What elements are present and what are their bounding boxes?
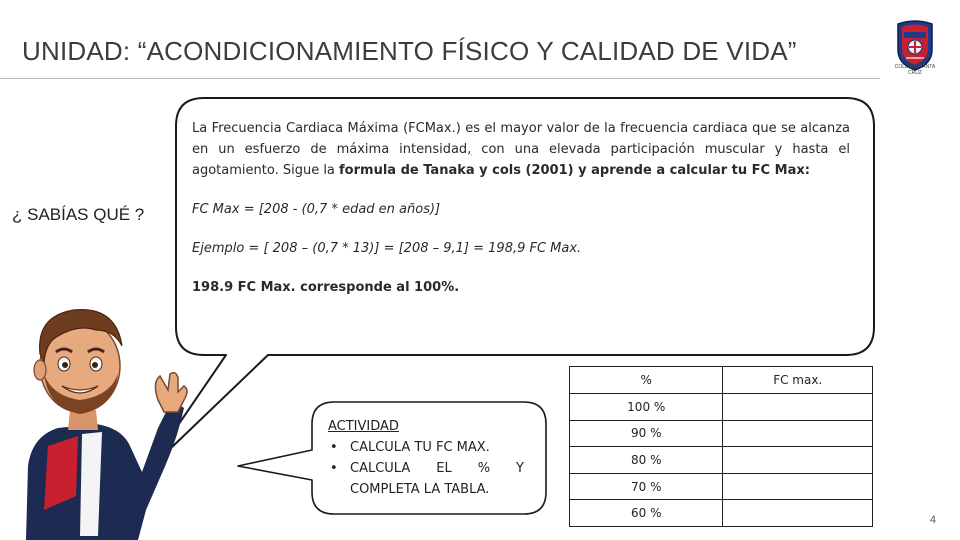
column-header-fcmax: FC max. — [723, 367, 873, 394]
table-row — [570, 394, 873, 421]
formula-text: FC Max = [208 - (0,7 * edad en años)] — [192, 202, 441, 217]
logo-caption-line: COLEGIO SANTA — [894, 64, 936, 70]
fcmax-input-cell[interactable] — [723, 394, 873, 421]
table-row — [570, 447, 873, 474]
fcmax-input-cell[interactable] — [723, 447, 873, 474]
definition-paragraph — [192, 118, 850, 181]
table-row — [570, 500, 873, 527]
activity-box — [328, 416, 524, 500]
fcmax-input-cell[interactable] — [723, 473, 873, 500]
percent-cell: 70 % — [570, 473, 723, 500]
logo-caption-line: CRUZ — [908, 70, 922, 76]
table-row — [570, 473, 873, 500]
did-you-know-label: ¿ SABÍAS QUÉ ? — [12, 205, 145, 224]
activity-item: • CALCULA TU FC MAX. — [328, 437, 524, 458]
percent-cell: 60 % — [570, 500, 723, 527]
column-header-percent: % — [570, 367, 723, 394]
example-text: Ejemplo = [ 208 – (0,7 * 13)] = [208 – 9,1] = 198,9 FC Max. — [192, 241, 582, 256]
conclusion-line — [192, 277, 850, 298]
activity-title: ACTIVIDAD — [328, 419, 399, 434]
activity-list — [328, 437, 524, 500]
heart-rate-table — [569, 366, 873, 527]
page-title: UNIDAD: “ACONDICIONAMIENTO FÍSICO Y CALIDAD DE VIDA” — [22, 36, 797, 66]
percent-cell: 90 % — [570, 420, 723, 447]
teacher-avatar-illustration — [18, 296, 188, 540]
conclusion-text: 198.9 FC Max. corresponde al 100%. — [192, 280, 460, 295]
table-header-row — [570, 367, 873, 394]
definition-text-cont: con una elevada participación muscular y hasta el agotamiento. Sigue la — [192, 142, 850, 178]
fcmax-input-cell[interactable] — [723, 420, 873, 447]
definition-comma: , — [467, 142, 472, 157]
info-text-block — [192, 118, 850, 298]
tanaka-formula-label: formula de Tanaka y cols (2001) y aprende a calcular tu FC Max: — [339, 163, 810, 178]
table-row — [570, 420, 873, 447]
activity-item: • CALCULA EL % Y COMPLETA LA TABLA. — [328, 458, 524, 500]
page-number: 4 — [929, 514, 936, 526]
definition-text: La Frecuencia Cardiaca Máxima (FCMax.) es el mayor valor de la frecuencia cardiaca que se alcanza en un esfuerzo de máxima intensidad — [192, 121, 850, 157]
percent-cell: 100 % — [570, 394, 723, 421]
percent-cell: 80 % — [570, 447, 723, 474]
fcmax-input-cell[interactable] — [723, 500, 873, 527]
example-line — [192, 238, 850, 259]
formula-line — [192, 199, 850, 220]
